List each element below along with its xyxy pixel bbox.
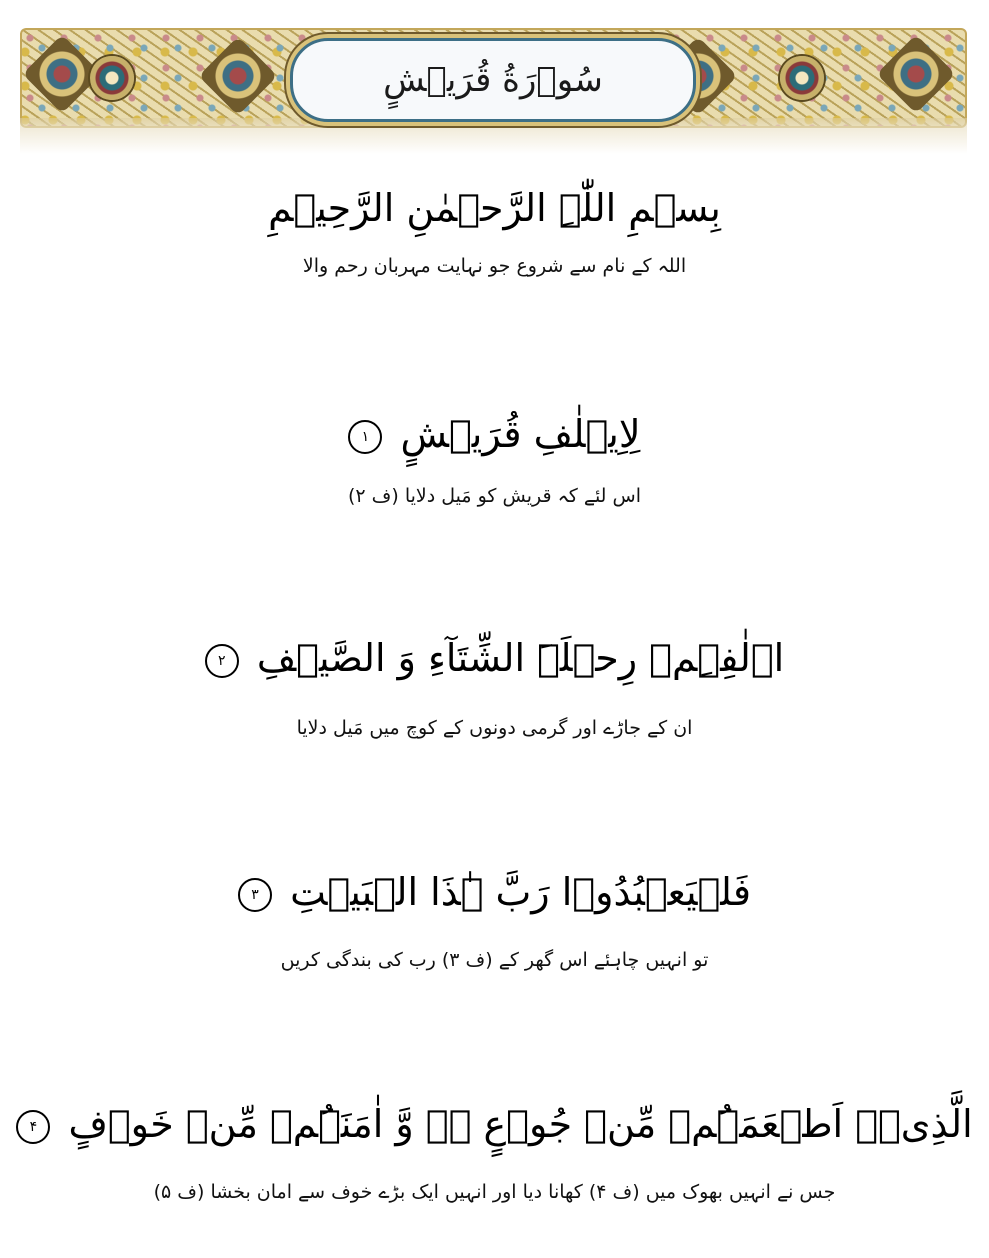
verse-translation-3: تو انہیں چاہئے اس گھر کے (ف ۳) رب کی بندگی کریں xyxy=(280,949,709,971)
verse-arabic-1 xyxy=(0,412,989,458)
verse-arabic-3 xyxy=(0,870,989,916)
rosette-right-icon xyxy=(780,56,824,100)
ayah-number-marker: ۳ xyxy=(238,878,272,912)
verse-arabic-4 xyxy=(0,1102,989,1148)
rosette-left-icon xyxy=(90,56,134,100)
ornament-right-icon xyxy=(876,34,955,113)
verse-text: الَّذِیۡۤ اَطۡعَمَہُمۡ مِّنۡ جُوۡعٍ ۬ۙ وَّ اٰمَنَہُمۡ مِّنۡ خَوۡفٍ xyxy=(68,1102,973,1146)
verse-text: اٖلٰفِہِمۡ رِحۡلَۃَ الشِّتَآءِ وَ الصَّیۡفِ xyxy=(256,636,785,680)
verse-translation-2: ان کے جاڑے اور گرمی دونوں کے کوچ میں مَیل دلایا xyxy=(296,717,693,739)
verse-arabic-bismillah xyxy=(0,186,989,232)
banner-shadow xyxy=(20,118,967,154)
verse-text: فَلۡیَعۡبُدُوۡا رَبَّ ہٰذَا الۡبَیۡتِ xyxy=(290,870,752,914)
ayah-number-marker: ۴ xyxy=(16,1110,50,1144)
verse-text: بِسۡمِ اللّٰہِ الرَّحۡمٰنِ الرَّحِیۡمِ xyxy=(268,186,721,230)
verse-translation-bismillah: اللہ کے نام سے شروع جو نہایت مہربان رحم والا xyxy=(302,255,687,277)
surah-title: سُوۡرَةُ قُرَیۡشٍ xyxy=(383,60,603,100)
verse-translation-1: اس لئے کہ قریش کو مَیل دلایا (ف ۲) xyxy=(348,485,641,507)
ayah-number-marker: ۲ xyxy=(205,644,239,678)
ornament-mid-left-icon xyxy=(198,36,277,115)
verse-text: لِاِیۡلٰفِ قُرَیۡشٍ xyxy=(400,412,641,456)
surah-title-cartouche xyxy=(290,38,696,122)
verse-translation-4: جس نے انہیں بھوک میں (ف ۴) کھانا دیا اور انہیں ایک بڑے خوف سے امان بخشا (ف ۵) xyxy=(153,1181,836,1203)
ayah-number-marker: ۱ xyxy=(348,420,382,454)
verse-arabic-2 xyxy=(0,636,989,682)
